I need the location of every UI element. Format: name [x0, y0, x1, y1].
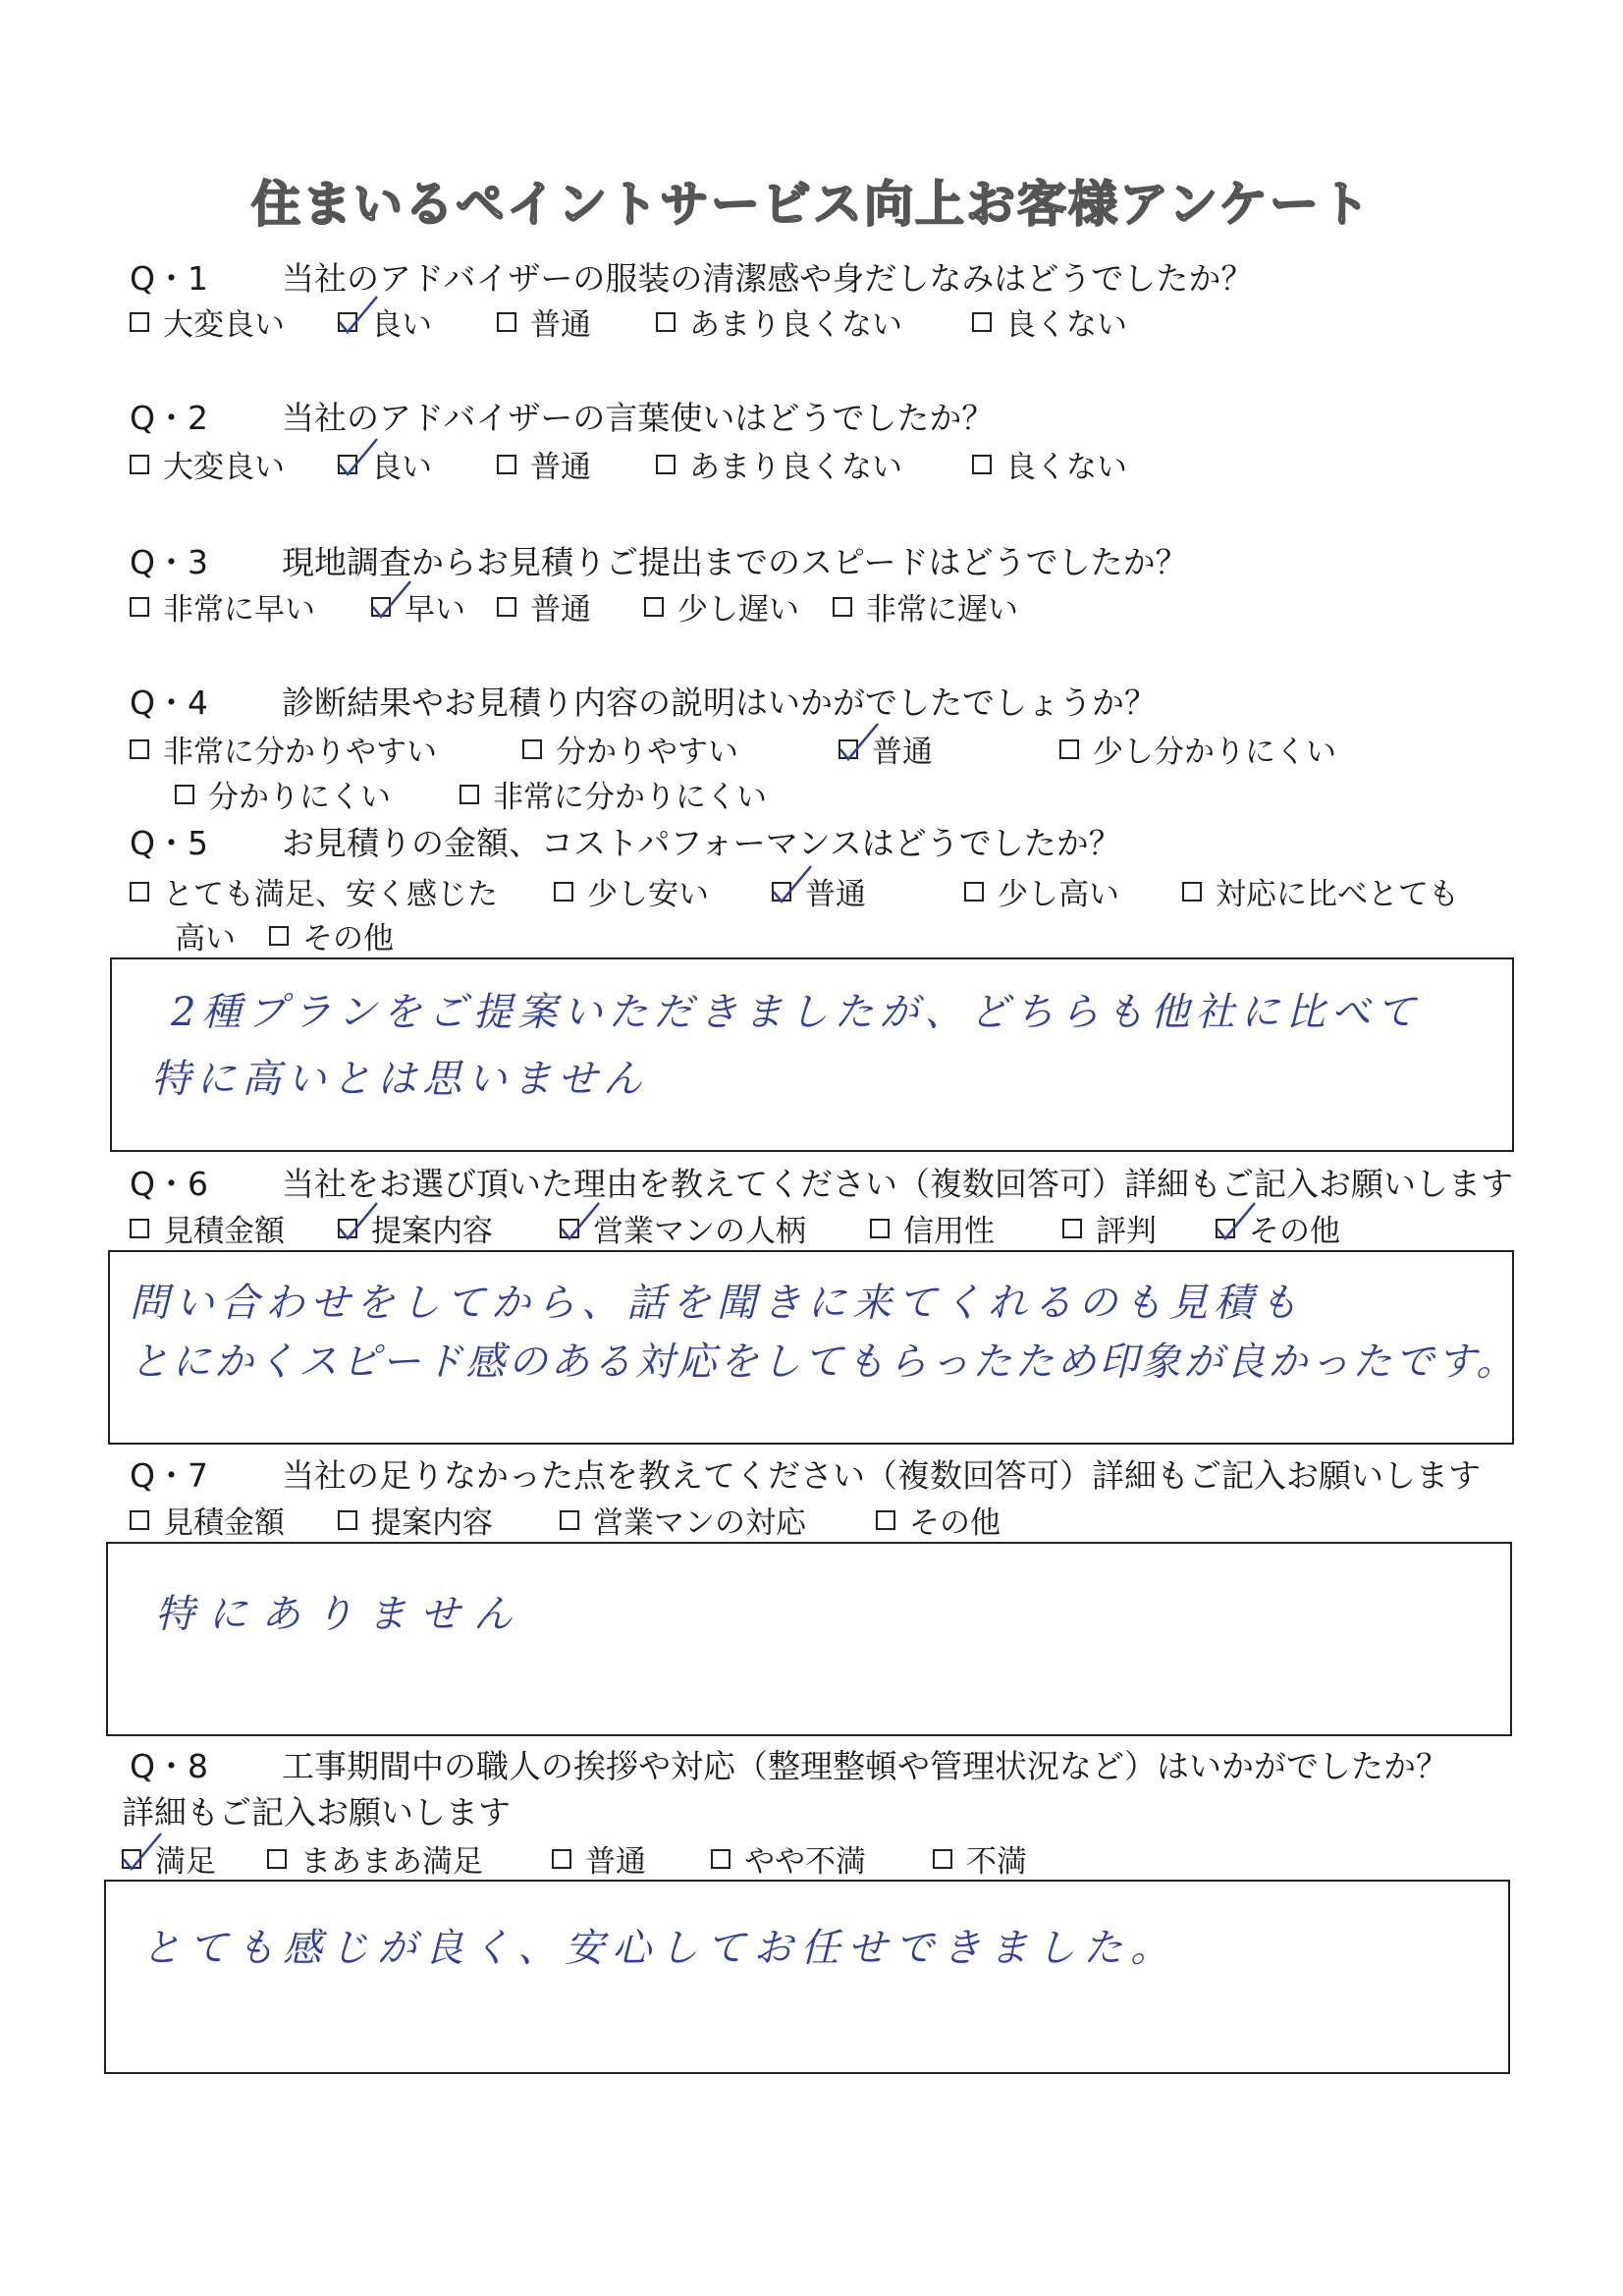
q1-option-2[interactable]: [497, 300, 656, 344]
question-text: 診断結果やお見積り内容の説明はいかがでしたでしょうか？: [282, 683, 1157, 722]
question-text: 工事期間中の職人の挨拶や対応（整理整頓や管理状況など）はいかがでしたか？: [282, 1747, 1448, 1785]
checkbox-checked[interactable]: [371, 597, 391, 617]
checkbox[interactable]: [497, 312, 516, 332]
q2-option-0[interactable]: [130, 442, 338, 486]
q7-option-0[interactable]: [130, 1498, 338, 1542]
q4-options-row-2: [175, 772, 767, 816]
q8-option-1[interactable]: [267, 1836, 552, 1881]
option-label: 普通: [585, 1844, 646, 1880]
q4-option-2[interactable]: [839, 727, 1059, 771]
question-number: Q・1: [130, 259, 208, 298]
question-text: 当社をお選び頂いた理由を教えてください（複数回答可）詳細もご記入お願いします: [282, 1165, 1513, 1203]
q1-option-3[interactable]: [656, 300, 972, 344]
q3-option-3[interactable]: [644, 584, 833, 629]
checkbox[interactable]: [964, 882, 984, 902]
option-label: 大変良い: [163, 307, 285, 343]
checkbox[interactable]: [833, 597, 852, 617]
checkbox[interactable]: [644, 597, 664, 617]
q3-option-1[interactable]: [371, 584, 497, 629]
q5-options-row-2: [175, 913, 394, 957]
question-4: [130, 678, 1157, 724]
option-label: 良くない: [1005, 450, 1127, 485]
q8-option-0[interactable]: [122, 1836, 267, 1881]
option-label: 良い: [371, 450, 432, 485]
option-label: 非常に早い: [163, 592, 315, 628]
option-label: 普通: [530, 592, 591, 628]
checkbox[interactable]: [267, 1849, 287, 1869]
q7-option-1[interactable]: [338, 1498, 560, 1542]
q6-option-4[interactable]: [1062, 1206, 1216, 1250]
q1-option-1[interactable]: [338, 300, 497, 344]
q6-comment-box[interactable]: [108, 1250, 1519, 1445]
option-label: 少し安い: [587, 877, 709, 912]
handwritten-line: 特にありません: [155, 1592, 526, 1637]
q8-options: [122, 1836, 1027, 1881]
q5-option-0[interactable]: [130, 869, 554, 913]
checkbox[interactable]: [130, 455, 149, 474]
question-3: [130, 537, 1188, 583]
checkbox[interactable]: [656, 312, 676, 332]
checkbox[interactable]: [560, 1510, 579, 1530]
checkbox[interactable]: [130, 312, 149, 332]
question-number: Q・8: [130, 1747, 208, 1785]
question-text: 現地調査からお見積りご提出までのスピードはどうでしたか？: [282, 543, 1188, 581]
q7-option-3[interactable]: [876, 1498, 1001, 1542]
option-label: とても満足、安く感じた: [163, 877, 498, 912]
option-label: 評判: [1096, 1214, 1157, 1249]
checkbox[interactable]: [522, 739, 542, 759]
handwritten-line: とにかくスピード感のある対応をしてもらったため印象が良かったです。: [130, 1339, 1519, 1385]
option-label: 非常に遅い: [866, 592, 1018, 628]
question-number: Q・6: [130, 1165, 208, 1203]
q4-option-3[interactable]: [1059, 727, 1336, 771]
option-label: 営業マンの対応: [593, 1505, 806, 1541]
question-number: Q・4: [130, 683, 208, 722]
option-label: 早い: [405, 592, 465, 628]
question-text: 当社のアドバイザーの服装の清潔感や身だしなみはどうでしたか？: [282, 259, 1254, 298]
q8-option-4[interactable]: [933, 1836, 1027, 1881]
checkbox[interactable]: [175, 785, 194, 804]
option-label: 満足: [155, 1844, 216, 1880]
option-label: その他: [909, 1505, 1001, 1541]
checkbox[interactable]: [269, 926, 289, 946]
q7-option-2[interactable]: [560, 1498, 876, 1542]
option-label: 対応に比べとても: [1216, 877, 1459, 912]
checkbox[interactable]: [1182, 882, 1202, 902]
q7-options: [130, 1498, 1001, 1542]
checkbox[interactable]: [338, 1510, 357, 1530]
question-6: [130, 1159, 1513, 1205]
checkbox[interactable]: [552, 1849, 571, 1869]
checkbox-checked[interactable]: [560, 1219, 579, 1238]
option-label: まあまあ満足: [300, 1844, 483, 1880]
question-text: 当社のアドバイザーの言葉使いはどうでしたか？: [282, 399, 995, 437]
q4-option-4[interactable]: [175, 772, 460, 816]
option-label: 非常に分かりやすい: [163, 735, 437, 770]
option-label: その他: [1249, 1214, 1340, 1249]
option-label: 大変良い: [163, 450, 285, 485]
checkbox-checked[interactable]: [122, 1849, 141, 1869]
option-label: 信用性: [903, 1214, 995, 1249]
checkbox[interactable]: [130, 739, 149, 759]
option-label: あまり良くない: [689, 450, 902, 485]
q6-option-2[interactable]: [560, 1206, 870, 1250]
option-label: 分かりにくい: [208, 780, 391, 815]
question-number: Q・5: [130, 824, 208, 862]
page-title: 住まいるペイントサービス向上お客様アンケート: [251, 176, 1372, 233]
option-label: 少し遅い: [677, 592, 799, 628]
question-2: [130, 393, 994, 439]
question-text: お見積りの金額、コストパフォーマンスはどうでしたか？: [282, 824, 1121, 862]
q6-options: [130, 1206, 1340, 1250]
handwritten-line: 特に高いとは思いません: [151, 1057, 648, 1102]
q1-options: [130, 300, 1127, 344]
q8-option-3[interactable]: [711, 1836, 933, 1881]
q3-option-2[interactable]: [497, 584, 644, 629]
option-label: 見積金額: [163, 1505, 285, 1541]
option-label: 営業マンの人柄: [593, 1214, 806, 1249]
q4-options-row-1: [130, 727, 1336, 771]
option-label: 良くない: [1005, 307, 1127, 343]
q5-option-5[interactable]: [269, 913, 394, 957]
checkbox[interactable]: [497, 597, 516, 617]
q5-option-1[interactable]: [554, 869, 772, 913]
option-label: 提案内容: [371, 1214, 493, 1249]
option-label: 非常に分かりにくい: [493, 780, 767, 815]
q5-option-4-cont: 高い: [175, 921, 236, 957]
option-label: 分かりやすい: [556, 735, 738, 770]
q4-option-5[interactable]: [460, 772, 767, 816]
option-label: 少し高い: [998, 877, 1119, 912]
question-number: Q・7: [130, 1456, 208, 1495]
checkbox-checked[interactable]: [839, 739, 858, 759]
question-1: [130, 253, 1253, 300]
option-label: 見積金額: [163, 1214, 285, 1249]
q3-options: [130, 584, 1018, 629]
checkbox-checked[interactable]: [338, 1219, 357, 1238]
question-number: Q・3: [130, 543, 208, 581]
q6-option-1[interactable]: [338, 1206, 560, 1250]
q4-option-0[interactable]: [130, 727, 522, 771]
q4-option-1[interactable]: [522, 727, 839, 771]
q6-option-5[interactable]: [1216, 1206, 1340, 1250]
q3-option-4[interactable]: [833, 584, 1018, 629]
q8-comment-box[interactable]: [104, 1880, 1510, 2074]
q1-option-4[interactable]: [972, 300, 1127, 344]
checkbox[interactable]: [130, 1510, 149, 1530]
checkbox[interactable]: [460, 785, 479, 804]
q5-comment-box[interactable]: [110, 957, 1514, 1152]
checkbox-checked[interactable]: [338, 455, 357, 474]
option-label: その他: [302, 921, 394, 957]
option-label: 不満: [966, 1844, 1027, 1880]
question-7: [130, 1450, 1481, 1497]
option-label: 普通: [805, 877, 866, 912]
option-label: 少し分かりにくい: [1093, 735, 1336, 770]
checkbox[interactable]: [1062, 1219, 1082, 1238]
question-5: [130, 818, 1121, 864]
handwritten-line: 2種プランをご提案いただきましたが、どちらも他社に比べて: [171, 990, 1422, 1035]
handwritten-line: 問い合わせをしてから、話を聞きに来てくれるのも見積も: [130, 1281, 1304, 1326]
option-label: 普通: [872, 735, 933, 770]
question-text: 当社の足りなかった点を教えてください（複数回答可）詳細もご記入お願いします: [282, 1456, 1481, 1495]
checkbox-checked[interactable]: [338, 312, 357, 332]
q7-comment-box[interactable]: [106, 1542, 1512, 1736]
option-label: 普通: [530, 450, 591, 485]
checkbox[interactable]: [711, 1849, 730, 1869]
q2-option-4[interactable]: [972, 442, 1127, 486]
checkbox[interactable]: [130, 1219, 149, 1238]
checkbox-checked[interactable]: [1216, 1219, 1235, 1238]
checkbox[interactable]: [870, 1219, 890, 1238]
q5-options-row-1: [130, 869, 1459, 913]
question-number: Q・2: [130, 399, 208, 437]
q2-option-1[interactable]: [338, 442, 497, 486]
q6-option-3[interactable]: [870, 1206, 1062, 1250]
checkbox[interactable]: [972, 312, 992, 332]
question-8: [130, 1741, 1448, 1787]
q2-option-3[interactable]: [656, 442, 972, 486]
q5-option-4[interactable]: [1182, 869, 1459, 913]
checkbox[interactable]: [656, 455, 676, 474]
handwritten-line: とても感じが良く、安心してお任せできました。: [141, 1926, 1178, 1971]
checkbox[interactable]: [554, 882, 573, 902]
q1-option-0[interactable]: [130, 300, 338, 344]
option-label: 提案内容: [371, 1505, 493, 1541]
option-label: 普通: [530, 307, 591, 343]
checkbox[interactable]: [130, 882, 149, 902]
option-label: 良い: [371, 307, 432, 343]
q8-option-2[interactable]: [552, 1836, 711, 1881]
q2-option-2[interactable]: [497, 442, 656, 486]
q3-option-0[interactable]: [130, 584, 371, 629]
checkbox-checked[interactable]: [772, 882, 791, 902]
checkbox[interactable]: [1059, 739, 1079, 759]
option-label: あまり良くない: [689, 307, 902, 343]
q6-option-0[interactable]: [130, 1206, 338, 1250]
option-label: やや不満: [744, 1844, 866, 1880]
question-8-subtext: 詳細もご記入お願いします: [122, 1793, 511, 1831]
q5-option-2[interactable]: [772, 869, 964, 913]
checkbox[interactable]: [972, 455, 992, 474]
q2-options: [130, 442, 1127, 486]
checkbox[interactable]: [497, 455, 516, 474]
checkbox[interactable]: [876, 1510, 895, 1530]
checkbox[interactable]: [130, 597, 149, 617]
checkbox[interactable]: [933, 1849, 952, 1869]
q5-option-3[interactable]: [964, 869, 1182, 913]
